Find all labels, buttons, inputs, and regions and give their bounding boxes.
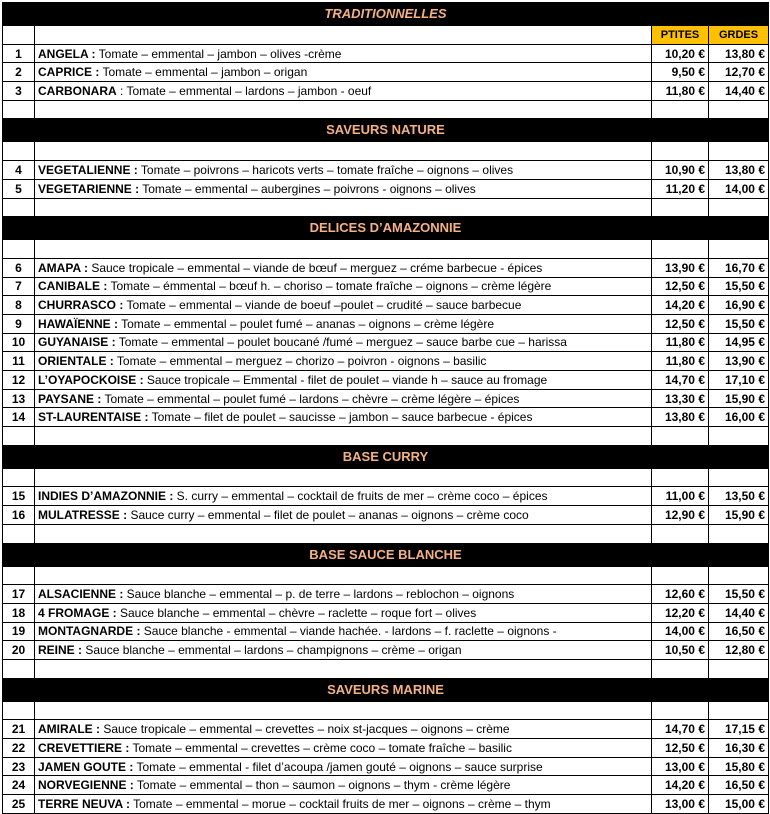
pizza-number: 16 (3, 506, 35, 525)
price-small: 13,00 € (652, 757, 709, 776)
pizza-number: 13 (3, 389, 35, 408)
blank-cell (3, 240, 35, 259)
pizza-number: 24 (3, 776, 35, 795)
blank-cell (3, 198, 35, 217)
pizza-row (3, 44, 769, 63)
pizza-ingredients: Tomate – emmental – jambon – origan (99, 65, 308, 80)
blank-cell (3, 701, 35, 720)
pizza-name: HAWAÏENNE : (38, 316, 119, 331)
price-small: 10,20 € (652, 44, 709, 63)
section-header-row (3, 3, 769, 26)
blank-cell (3, 142, 35, 161)
pizza-ingredients: Tomate – emmental – aubergines – poivrons - oignons – olives (139, 181, 476, 196)
price-small: 9,50 € (652, 63, 709, 82)
pizza-name: MULATRESSE : (38, 507, 128, 522)
pizza-ingredients: Tomate – emmental – poulet fumé – lardons – chèvre – crème légère – épices (101, 391, 520, 406)
pizza-name: ST-LAURENTAISE : (38, 410, 149, 425)
pizza-ingredients: Sauce blanche - emmental – viande hachée. - lardons – f. raclette – oignons - (140, 624, 557, 639)
pizza-name: ORIENTALE : (38, 354, 114, 369)
pizza-description-cell (35, 371, 652, 390)
price-small: 12,60 € (652, 585, 709, 604)
blank-cell (709, 468, 769, 487)
section-header-row (3, 119, 769, 142)
section-title: BASE CURRY (3, 445, 769, 468)
blank-cell (3, 100, 35, 119)
blank-cell (35, 524, 652, 543)
pizza-name: L’OYAPOCKOISE : (38, 372, 144, 387)
price-large: 16,00 € (709, 408, 769, 427)
price-large: 16,50 € (709, 776, 769, 795)
pizza-row (3, 506, 769, 525)
pizza-name: AMAPA : (38, 260, 88, 275)
blank-cell (652, 566, 709, 585)
price-small: 10,50 € (652, 641, 709, 660)
blank-row (3, 240, 769, 259)
pizza-number: 25 (3, 795, 35, 814)
price-small: 13,30 € (652, 389, 709, 408)
pizza-row (3, 161, 769, 180)
pizza-number: 11 (3, 352, 35, 371)
pizza-row (3, 487, 769, 506)
price-small: 13,80 € (652, 408, 709, 427)
pizza-description-cell (35, 776, 652, 795)
pizza-row (3, 585, 769, 604)
price-small: 12,90 € (652, 506, 709, 525)
pizza-row (3, 408, 769, 427)
price-small: 14,20 € (652, 776, 709, 795)
pizza-ingredients: Tomate – poivrons – haricots verts – tomate fraîche – oignons – olives (137, 162, 514, 177)
pizza-ingredients: Sauce tropicale – emmental – crevettes – noix st-jacques – oignons – crème (100, 722, 510, 737)
price-large: 16,50 € (709, 622, 769, 641)
pizza-row (3, 277, 769, 296)
pizza-description-cell (35, 296, 652, 315)
blank-row (3, 701, 769, 720)
price-large: 15,00 € (709, 795, 769, 814)
blank-cell (652, 100, 709, 119)
price-large: 12,80 € (709, 641, 769, 660)
blank-cell (652, 659, 709, 678)
pizza-name: CREVETTIERE : (38, 740, 130, 755)
pizza-description-cell (35, 82, 652, 101)
price-small: 14,00 € (652, 622, 709, 641)
price-large: 15,50 € (709, 585, 769, 604)
price-small: 13,00 € (652, 795, 709, 814)
pizza-row (3, 179, 769, 198)
price-large: 16,90 € (709, 296, 769, 315)
pizza-name: REINE : (38, 643, 83, 658)
pizza-row (3, 82, 769, 101)
pizza-number: 6 (3, 258, 35, 277)
pizza-name: ALSACIENNE : (38, 587, 124, 602)
blank-cell (652, 468, 709, 487)
pizza-ingredients: Sauce blanche – emmental – p. de terre – lardons – reblochon – oignons (123, 587, 515, 602)
blank-cell (652, 240, 709, 259)
pizza-description-cell (35, 506, 652, 525)
blank-cell (3, 566, 35, 585)
pizza-description-cell (35, 258, 652, 277)
pizza-name: VEGETALIENNE : (38, 162, 138, 177)
section-header-row (3, 543, 769, 566)
pizza-row (3, 352, 769, 371)
pizza-description-cell (35, 487, 652, 506)
price-small: 12,50 € (652, 277, 709, 296)
price-large: 13,80 € (709, 161, 769, 180)
blank-row (3, 659, 769, 678)
section-header-row (3, 678, 769, 701)
pizza-ingredients: Tomate – emmental – thon – saumon – oignons – thym - crème légère (133, 778, 511, 793)
pizza-number: 9 (3, 314, 35, 333)
pizza-name: VEGETARIENNE : (38, 181, 140, 196)
blank-row (3, 524, 769, 543)
price-large: 14,40 € (709, 603, 769, 622)
price-large: 14,40 € (709, 82, 769, 101)
pizza-name: INDIES D’AMAZONNIE : (38, 489, 174, 504)
section-title: DELICES D’AMAZONNIE (3, 217, 769, 240)
section-header-row (3, 445, 769, 468)
pizza-name: PAYSANE : (38, 391, 102, 406)
price-small: 11,20 € (652, 179, 709, 198)
blank-cell (709, 198, 769, 217)
blank-cell (3, 427, 35, 446)
header-blank (3, 26, 35, 45)
pizza-name: JAMEN GOUTE : (38, 759, 134, 774)
pizza-row (3, 389, 769, 408)
section-title: SAVEURS NATURE (3, 119, 769, 142)
pizza-name: AMIRALE : (38, 722, 100, 737)
pizza-description-cell (35, 641, 652, 660)
header-blank (35, 26, 652, 45)
price-large: 15,90 € (709, 389, 769, 408)
pizza-name: ANGELA : (38, 46, 96, 61)
pizza-description-cell (35, 161, 652, 180)
blank-cell (709, 142, 769, 161)
price-small: 11,00 € (652, 487, 709, 506)
price-small: 12,20 € (652, 603, 709, 622)
blank-row (3, 198, 769, 217)
price-small: 11,80 € (652, 82, 709, 101)
blank-cell (709, 427, 769, 446)
pizza-name: 4 FROMAGE : (38, 605, 117, 620)
blank-cell (709, 240, 769, 259)
menu-table (2, 2, 769, 814)
pizza-number: 5 (3, 179, 35, 198)
pizza-ingredients: Sauce blanche – emmental – chèvre – raclette – roque fort – olives (116, 605, 477, 620)
pizza-ingredients: Sauce tropicale – Emmental - filet de poulet – viande h – sauce au fromage (143, 372, 548, 387)
price-large: 14,00 € (709, 179, 769, 198)
pizza-row (3, 258, 769, 277)
pizza-ingredients: Sauce curry – emmental – filet de poulet – ananas – oignons – crème coco (127, 507, 529, 522)
pizza-description-cell (35, 603, 652, 622)
price-small: 14,70 € (652, 720, 709, 739)
pizza-name: CANIBALE : (38, 279, 108, 294)
blank-cell (709, 566, 769, 585)
price-large: 15,80 € (709, 757, 769, 776)
pizza-row (3, 333, 769, 352)
blank-cell (709, 524, 769, 543)
price-small: 10,90 € (652, 161, 709, 180)
price-small: 14,20 € (652, 296, 709, 315)
blank-cell (35, 100, 652, 119)
price-large: 15,90 € (709, 506, 769, 525)
section-title: BASE SAUCE BLANCHE (3, 543, 769, 566)
price-large: 12,70 € (709, 63, 769, 82)
pizza-name: NORVEGIENNE : (38, 778, 134, 793)
price-large: 17,15 € (709, 720, 769, 739)
pizza-ingredients: Tomate – émmental – bœuf h. – choriso – tomate fraîche – oignons – crème légère (107, 279, 552, 294)
pizza-description-cell (35, 795, 652, 814)
pizza-number: 19 (3, 622, 35, 641)
blank-cell (35, 566, 652, 585)
price-small: 13,90 € (652, 258, 709, 277)
price-large: 16,70 € (709, 258, 769, 277)
pizza-number: 21 (3, 720, 35, 739)
pizza-description-cell (35, 622, 652, 641)
pizza-ingredients: : Tomate – emmental – lardons – jambon - oeuf (116, 83, 372, 98)
blank-cell (35, 142, 652, 161)
blank-cell (35, 240, 652, 259)
pizza-number: 22 (3, 739, 35, 758)
pizza-description-cell (35, 63, 652, 82)
pizza-ingredients: Tomate – emmental – poulet fumé – ananas – oignons – crème légère (118, 316, 495, 331)
pizza-name: CHURRASCO : (38, 298, 124, 313)
pizza-description-cell (35, 179, 652, 198)
pizza-row (3, 603, 769, 622)
pizza-row (3, 739, 769, 758)
pizza-number: 23 (3, 757, 35, 776)
price-large: 14,95 € (709, 333, 769, 352)
section-title: TRADITIONNELLES (3, 3, 769, 26)
pizza-number: 15 (3, 487, 35, 506)
pizza-number: 14 (3, 408, 35, 427)
price-large: 15,50 € (709, 314, 769, 333)
pizza-name: CARBONARA (38, 83, 117, 98)
pizza-ingredients: Tomate – emmental – merguez – chorizo – poivron - oignons – basilic (113, 354, 487, 369)
price-large: 17,10 € (709, 371, 769, 390)
price-header-row (3, 26, 769, 45)
pizza-ingredients: S. curry – emmental – cocktail de fruits de mer – crème coco – épices (173, 489, 548, 504)
pizza-number: 12 (3, 371, 35, 390)
pizza-row (3, 314, 769, 333)
price-small: 12,50 € (652, 739, 709, 758)
pizza-row (3, 622, 769, 641)
pizza-description-cell (35, 44, 652, 63)
pizza-ingredients: Tomate – emmental – jambon – olives -crème (95, 46, 342, 61)
pizza-number: 2 (3, 63, 35, 82)
pizza-ingredients: Tomate – emmental – poulet boucané /fumé – merguez – sauce barbe cue – harissa (115, 335, 567, 350)
price-small: 14,70 € (652, 371, 709, 390)
header-small: PTITES (652, 26, 709, 45)
blank-cell (35, 427, 652, 446)
pizza-number: 18 (3, 603, 35, 622)
blank-row (3, 100, 769, 119)
blank-cell (35, 468, 652, 487)
blank-cell (3, 468, 35, 487)
pizza-ingredients: Tomate – emmental - filet d’acoupa /jamen gouté – oignons – sauce surprise (133, 759, 543, 774)
section-title: SAVEURS MARINE (3, 678, 769, 701)
pizza-description-cell (35, 389, 652, 408)
blank-row (3, 566, 769, 585)
pizza-number: 4 (3, 161, 35, 180)
pizza-ingredients: Sauce tropicale – emmental – viande de bœuf – merguez – créme barbecue - épices (88, 260, 543, 275)
blank-cell (709, 100, 769, 119)
price-large: 15,50 € (709, 277, 769, 296)
pizza-number: 20 (3, 641, 35, 660)
pizza-description-cell (35, 585, 652, 604)
blank-cell (709, 659, 769, 678)
pizza-ingredients: Tomate – filet de poulet – saucisse – jambon – sauce barbecue - épices (148, 410, 533, 425)
pizza-description-cell (35, 333, 652, 352)
blank-cell (652, 701, 709, 720)
blank-cell (35, 198, 652, 217)
pizza-row (3, 795, 769, 814)
blank-row (3, 142, 769, 161)
pizza-number: 8 (3, 296, 35, 315)
pizza-description-cell (35, 352, 652, 371)
price-small: 12,50 € (652, 314, 709, 333)
blank-cell (652, 198, 709, 217)
pizza-description-cell (35, 314, 652, 333)
pizza-ingredients: Tomate – emmental – viande de boeuf –poulet – crudité – sauce barbecue (123, 298, 522, 313)
pizza-row (3, 757, 769, 776)
pizza-number: 17 (3, 585, 35, 604)
section-header-row (3, 217, 769, 240)
pizza-description-cell (35, 739, 652, 758)
blank-cell (652, 142, 709, 161)
blank-cell (35, 701, 652, 720)
pizza-ingredients: Sauce blanche – emmental – lardons – champignons – crème – origan (82, 643, 462, 658)
pizza-row (3, 371, 769, 390)
pizza-number: 1 (3, 44, 35, 63)
blank-cell (709, 701, 769, 720)
price-large: 13,90 € (709, 352, 769, 371)
price-large: 13,80 € (709, 44, 769, 63)
pizza-number: 10 (3, 333, 35, 352)
blank-cell (652, 524, 709, 543)
blank-row (3, 427, 769, 446)
blank-cell (652, 427, 709, 446)
menu-body (3, 3, 769, 814)
pizza-name: CAPRICE : (38, 65, 100, 80)
pizza-ingredients: Tomate – emmental – morue – cocktail fruits de mer – oignons – crème – thym (130, 796, 551, 811)
pizza-row (3, 63, 769, 82)
price-small: 11,80 € (652, 333, 709, 352)
pizza-name: TERRE NEUVA : (38, 796, 131, 811)
pizza-name: MONTAGNARDE : (38, 624, 141, 639)
pizza-name: GUYANAISE : (38, 335, 116, 350)
pizza-row (3, 776, 769, 795)
pizza-number: 7 (3, 277, 35, 296)
pizza-number: 3 (3, 82, 35, 101)
pizza-description-cell (35, 720, 652, 739)
pizza-description-cell (35, 277, 652, 296)
pizza-description-cell (35, 757, 652, 776)
blank-row (3, 468, 769, 487)
blank-cell (35, 659, 652, 678)
price-large: 13,50 € (709, 487, 769, 506)
price-small: 11,80 € (652, 352, 709, 371)
price-large: 16,30 € (709, 739, 769, 758)
pizza-row (3, 720, 769, 739)
pizza-row (3, 296, 769, 315)
header-large: GRDES (709, 26, 769, 45)
pizza-ingredients: Tomate – emmental – crevettes – crème coco – tomate fraîche – basilic (129, 740, 512, 755)
blank-cell (3, 524, 35, 543)
pizza-row (3, 641, 769, 660)
pizza-description-cell (35, 408, 652, 427)
blank-cell (3, 659, 35, 678)
